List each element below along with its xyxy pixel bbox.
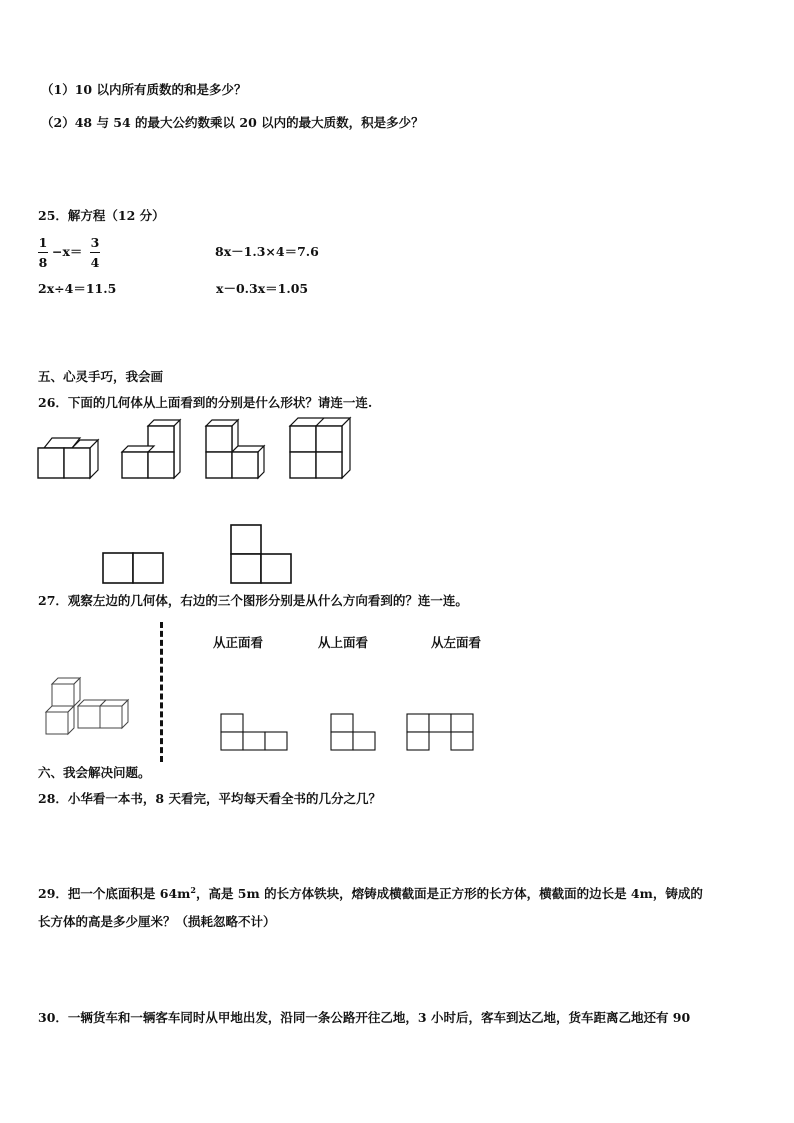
q29-line1-b: ，高是 5m 的长方体铁块，熔铸成横截面是正方形的长方体，横截面的边长是 4m，铸成的 [195, 886, 703, 902]
q26-solid-2 [122, 420, 184, 480]
q25-eq4: x－0.3x＝1.05 [216, 281, 309, 296]
q27-label-left: 从左面看 [431, 635, 482, 650]
frac2-numerator: 3 [90, 235, 100, 250]
q26-solid-1 [38, 436, 100, 480]
q29-line1 [38, 886, 703, 901]
fraction-bar [38, 252, 48, 253]
q24-part2: （2）48 与 54 的最大公约数乘以 20 以内的最大质数，积是多少？ [41, 115, 424, 130]
q26-solid-4 [290, 418, 352, 480]
q27-text: 27．观察左边的几何体，右边的三个图形分别是从什么方向看到的？连一连。 [38, 593, 468, 608]
q26-text: 26．下面的几何体从上面看到的分别是什么形状？请连一连. [38, 395, 373, 410]
q27-view-shape-3 [406, 713, 474, 751]
section-5-heading: 五、心灵手巧，我会画 [38, 369, 164, 384]
frac2-denominator: 4 [90, 255, 100, 270]
q26-solid-3 [206, 420, 268, 480]
q27-solid [42, 678, 142, 738]
q28-text: 28．小华看一本书，8 天看完，平均每天看全书的几分之几？ [38, 791, 381, 806]
q25-fraction-1 [38, 235, 48, 270]
fraction-bar [90, 252, 100, 253]
q26-view-shape-2 [230, 524, 292, 584]
q29-line2: 长方体的高是多少厘米？（损耗忽略不计） [38, 914, 276, 929]
q29-line1-a: 29．把一个底面积是 64m [38, 886, 191, 902]
q27-label-front: 从正面看 [213, 635, 264, 650]
q27-divider [160, 622, 163, 762]
q25-fraction-2 [90, 235, 100, 270]
frac1-numerator: 1 [38, 235, 48, 250]
q25-eq2: 8x－1.3×4＝7.6 [215, 244, 319, 259]
q25-heading: 25．解方程（12 分） [38, 208, 165, 223]
q27-label-top: 从上面看 [318, 635, 369, 650]
q26-view-shape-1 [102, 552, 164, 584]
q25-eq1-mid: −x＝ [52, 244, 83, 259]
q24-part1: （1）10 以内所有质数的和是多少？ [41, 82, 247, 97]
q30-text: 30．一辆货车和一辆客车同时从甲地出发，沿同一条公路开往乙地，3 小时后，客车到达乙地，货车距离乙地还有 90 [38, 1010, 691, 1025]
q29-superscript: 2 [190, 885, 196, 895]
q27-view-shape-2 [330, 713, 376, 751]
section-6-heading: 六、我会解决问题。 [38, 765, 151, 780]
q25-eq3: 2x÷4＝11.5 [38, 281, 117, 296]
frac1-denominator: 8 [38, 255, 48, 270]
q27-view-shape-1 [220, 713, 288, 751]
